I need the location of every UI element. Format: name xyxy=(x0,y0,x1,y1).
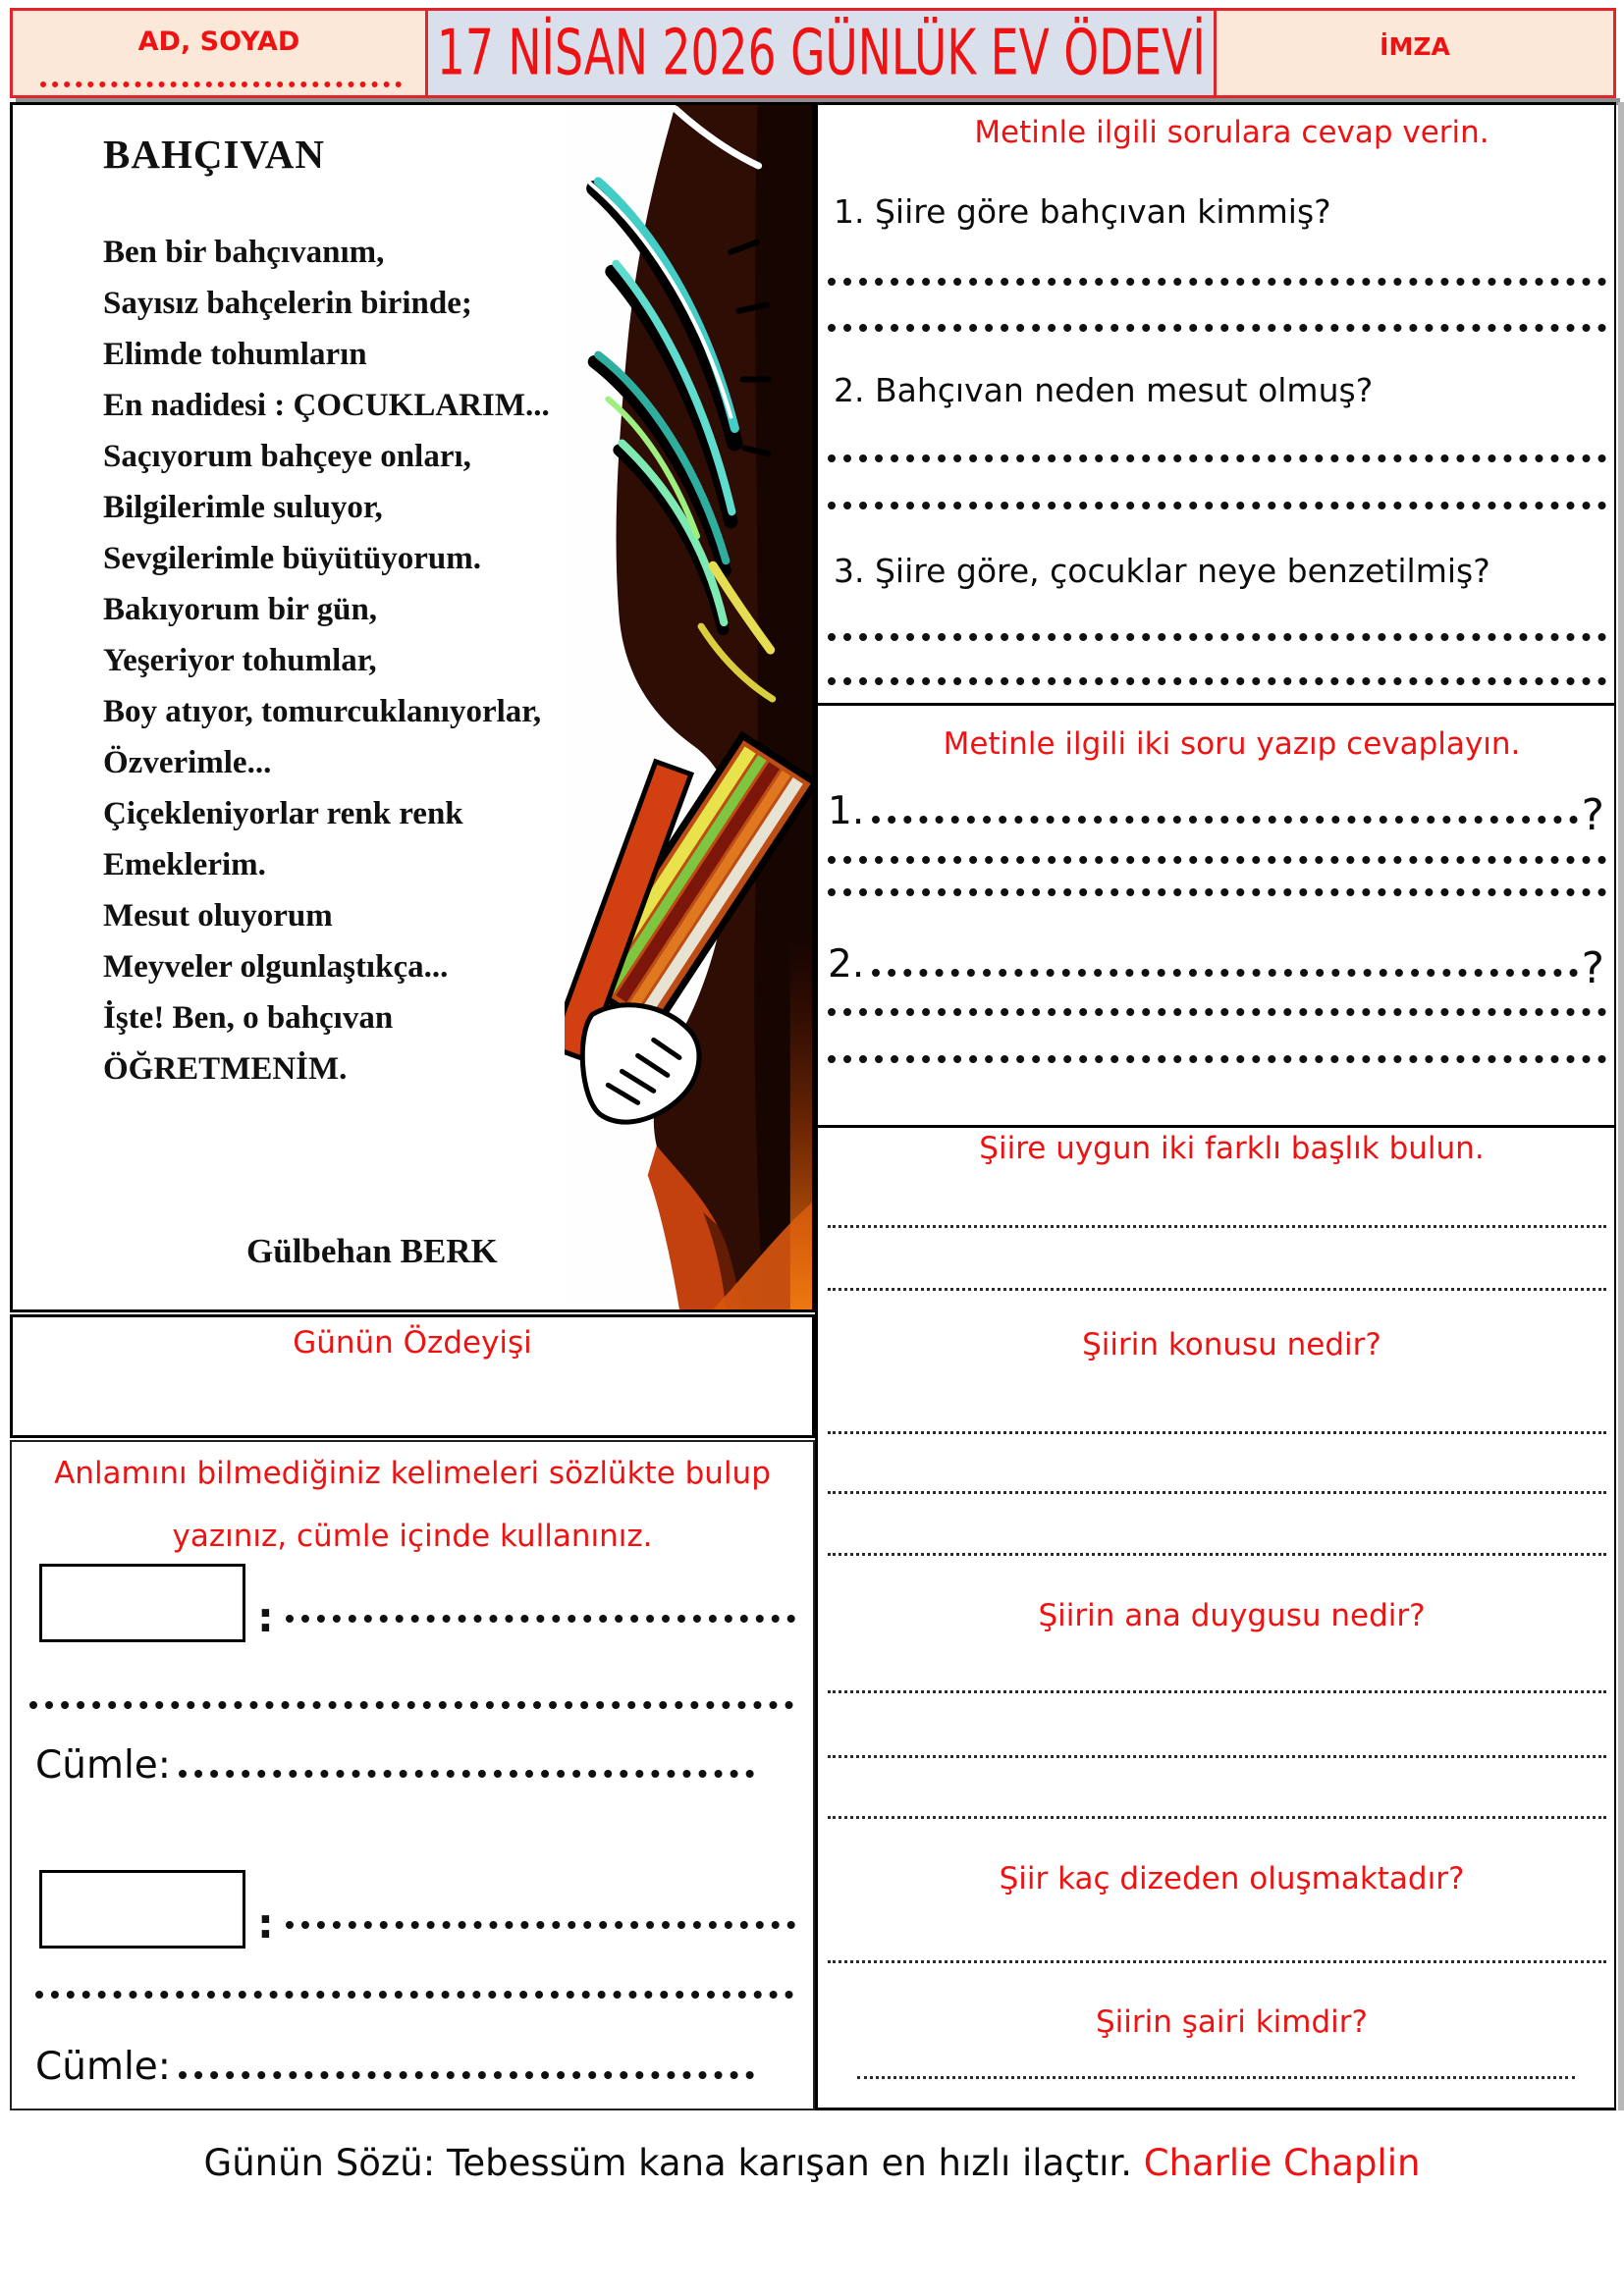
answer-line[interactable] xyxy=(828,502,1606,509)
sentence-label: Cümle: xyxy=(35,1743,171,1788)
footer-quote-text: Tebessüm kana karışan en hızlı ilaçtır. xyxy=(447,2142,1132,2184)
answer-line[interactable] xyxy=(828,888,1606,896)
answer-line[interactable] xyxy=(828,324,1606,332)
question-3: 3. Şiire göre, çocuklar neye benzetilmiş? xyxy=(834,552,1490,590)
section-divider xyxy=(818,1125,1614,1128)
poem-box xyxy=(10,102,815,1312)
poem-author: Gülbehan BERK xyxy=(246,1232,498,1270)
header-title-cell xyxy=(425,8,1217,98)
write-question-number: 2. xyxy=(828,942,865,987)
poem-line: Boy atıyor, tomurcuklanıyorlar, xyxy=(103,694,542,729)
answer-line[interactable] xyxy=(828,1055,1606,1063)
vocab-definition-line[interactable] xyxy=(286,1615,795,1623)
vocab-definition-line[interactable] xyxy=(35,1991,793,1999)
answer-line[interactable] xyxy=(828,633,1606,641)
answer-line[interactable] xyxy=(828,278,1606,286)
vocab-heading-line2: yazınız, cümle içinde kullanınız. xyxy=(172,1519,653,1554)
vocab-colon: : xyxy=(257,1899,274,1948)
name-dotted-line[interactable] xyxy=(40,81,402,87)
fine-answer-line[interactable] xyxy=(828,1491,1606,1494)
poem-line: Meyveler olgunlaştıkça... xyxy=(103,949,449,985)
questions-column xyxy=(815,102,1616,2110)
poem-title: BAHÇIVAN xyxy=(103,132,325,177)
fine-answer-line[interactable] xyxy=(828,1553,1606,1556)
daily-quote-write-area[interactable] xyxy=(17,1372,808,1431)
header-name-cell xyxy=(10,8,428,98)
answer-line[interactable] xyxy=(828,1008,1606,1016)
page-scan-edge xyxy=(1618,102,1624,2110)
poem-line: Saçıyorum bahçeye onları, xyxy=(103,439,471,474)
poem-line: Sayısız bahçelerin birinde; xyxy=(103,286,472,321)
answer-line[interactable] xyxy=(828,856,1606,864)
write-question-line[interactable] xyxy=(872,816,1577,824)
question-mark: ? xyxy=(1581,943,1604,993)
poem-line: Özverimle... xyxy=(103,745,272,780)
fine-answer-line[interactable] xyxy=(828,1288,1606,1291)
poem-line: Elimde tohumların xyxy=(103,337,367,372)
write-question-number: 1. xyxy=(828,789,865,833)
mood-task-heading: Şiirin ana duygusu nedir? xyxy=(1038,1598,1426,1633)
poem-line: Çiçekleniyorlar renk renk xyxy=(103,796,463,831)
vocab-heading-line1: Anlamını bilmediğiniz kelimeleri sözlükte bulup xyxy=(54,1456,771,1491)
footer-quote-author: Charlie Chaplin xyxy=(1143,2142,1421,2184)
poem-line: Mesut oluyorum xyxy=(103,898,333,934)
teacher-gardener-illustration xyxy=(565,105,812,1309)
fine-answer-line[interactable] xyxy=(828,1816,1606,1819)
footer-quote xyxy=(0,2142,1624,2184)
vocab-word-box[interactable] xyxy=(39,1564,245,1642)
poem-line: Sevgilerimle büyütüyorum. xyxy=(103,541,481,576)
topic-task-heading: Şiirin konusu nedir? xyxy=(1082,1327,1381,1362)
question-2: 2. Bahçıvan neden mesut olmuş? xyxy=(834,371,1374,409)
vocab-definition-line[interactable] xyxy=(29,1701,793,1709)
write-question-line[interactable] xyxy=(872,969,1577,977)
fine-answer-line[interactable] xyxy=(857,2076,1575,2079)
sentence-line[interactable] xyxy=(179,1770,754,1778)
poem-line: İşte! Ben, o bahçıvan xyxy=(103,1000,394,1036)
daily-quote-box xyxy=(10,1314,815,1438)
poem-line: Bakıyorum bir gün, xyxy=(103,592,378,627)
answer-section-heading: Metinle ilgili sorulara cevap verin. xyxy=(974,115,1489,150)
sentence-line[interactable] xyxy=(179,2071,754,2079)
fine-answer-line[interactable] xyxy=(828,1225,1606,1228)
poem-line: Emeklerim. xyxy=(103,847,266,882)
section-divider xyxy=(818,703,1614,706)
title-task-heading: Şiire uygun iki farklı başlık bulun. xyxy=(979,1131,1485,1166)
vocab-colon: : xyxy=(257,1593,274,1641)
name-label: AD, SOYAD xyxy=(137,27,300,57)
fine-answer-line[interactable] xyxy=(828,1690,1606,1693)
daily-quote-heading: Günün Özdeyişi xyxy=(293,1325,532,1361)
poem-body xyxy=(103,227,550,1095)
vocab-word-box[interactable] xyxy=(39,1870,245,1949)
poet-task-heading: Şiirin şairi kimdir? xyxy=(1096,2004,1368,2040)
fine-answer-line[interactable] xyxy=(828,1431,1606,1434)
question-1: 1. Şiire göre bahçıvan kimmiş? xyxy=(834,192,1331,231)
footer-quote-label: Günün Sözü: xyxy=(203,2142,436,2184)
fine-answer-line[interactable] xyxy=(828,1960,1606,1963)
vocab-box xyxy=(10,1440,815,2110)
fine-answer-line[interactable] xyxy=(828,1755,1606,1758)
line-count-task-heading: Şiir kaç dizeden oluşmaktadır? xyxy=(999,1861,1465,1896)
poem-line: ÖĞRETMENİM. xyxy=(103,1051,348,1087)
header xyxy=(10,8,1616,98)
answer-line[interactable] xyxy=(828,677,1606,685)
question-mark: ? xyxy=(1581,790,1604,840)
signature-label: İMZA xyxy=(1214,8,1616,98)
answer-line[interactable] xyxy=(828,454,1606,462)
poem-line: En nadidesi : ÇOCUKLARIM... xyxy=(103,388,550,423)
poem-line: Bilgilerimle suluyor, xyxy=(103,490,383,525)
sentence-label: Cümle: xyxy=(35,2045,171,2089)
worksheet-title: 17 NİSAN 2026 GÜNLÜK EV ÖDEVİ xyxy=(436,17,1206,89)
vocab-definition-line[interactable] xyxy=(286,1921,795,1929)
poem-line: Yeşeriyor tohumlar, xyxy=(103,643,377,678)
write-section-heading: Metinle ilgili iki soru yazıp cevaplayın. xyxy=(943,726,1521,762)
poem-line: Ben bir bahçıvanım, xyxy=(103,235,385,270)
